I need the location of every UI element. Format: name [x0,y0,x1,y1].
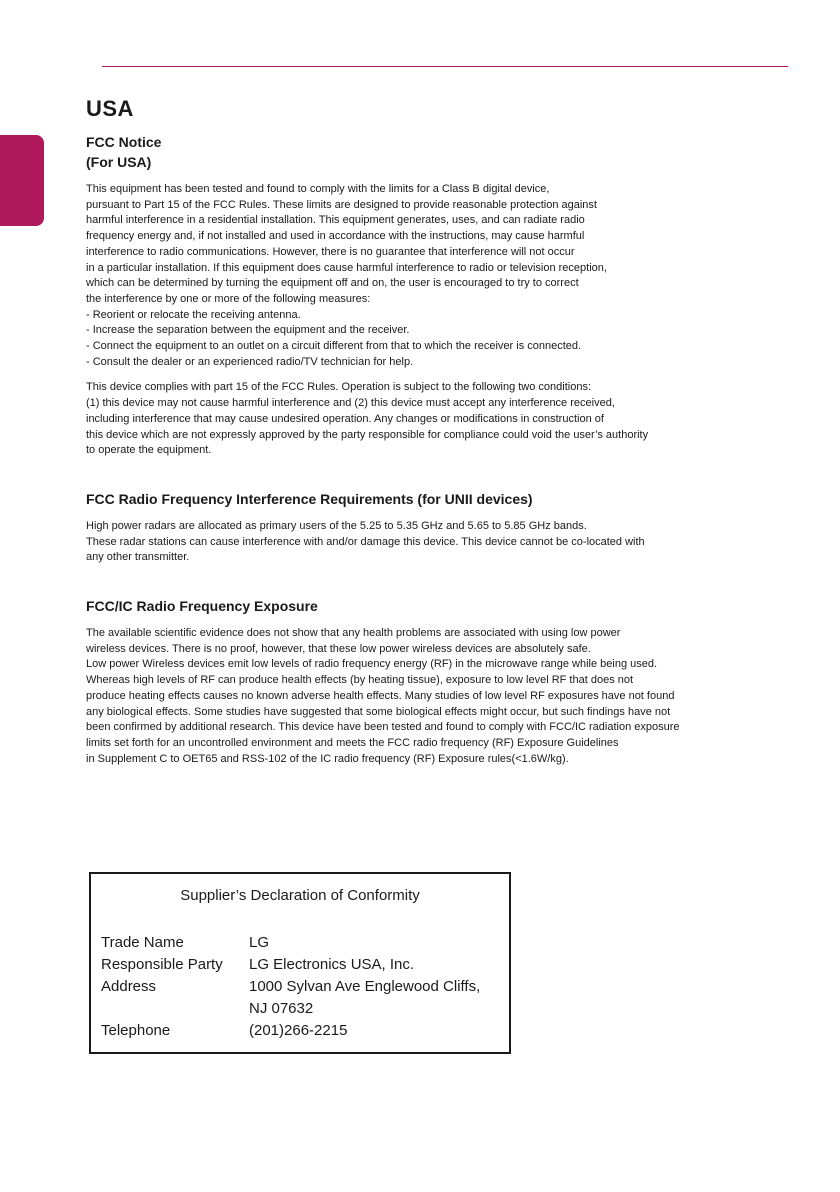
text-line: frequency energy and, if not installed and used in accordance with the instructions, may cause harmful [86,230,585,243]
sdoc-label: Responsible Party [101,956,223,973]
sdoc-row-responsible-party [101,954,480,976]
text-line: any biological effects. Some studies have suggested that some biological effects might occur, but such findings have not [86,705,671,718]
rf-exposure-title: FCC/IC Radio Frequency Exposure [86,598,318,615]
text-line: which can be determined by turning the equipment off and on, the user is encouraged to try to correct [86,277,579,290]
sdoc-value: LG [249,934,270,951]
text-line: harmful interference in a residential installation. This equipment generates, uses, and can radiate radio [86,214,585,227]
text-line: - Reorient or relocate the receiving antenna. [86,308,301,321]
sdoc-value: 1000 Sylvan Ave Englewood Cliffs, [249,978,481,995]
sdoc-label: Address [101,978,157,995]
page-content [86,96,801,767]
sdoc-row-address [101,976,480,998]
sdoc-title: Supplier’s Declaration of Conformity [180,887,420,904]
sdoc-box [89,872,511,1054]
sdoc-label [101,998,249,1020]
text-line: any other transmitter. [86,551,190,564]
text-line: This device complies with part 15 of the FCC Rules. Operation is subject to the following two conditions: [86,381,592,394]
unii-paragraph [86,519,801,566]
text-line: in Supplement C to OET65 and RSS-102 of the IC radio frequency (RF) Exposure rules(<1.6W/kg). [86,752,569,765]
text-line: in a particular installation. If this equipment does cause harmful interference to radio or television reception, [86,261,607,274]
text-line: pursuant to Part 15 of the FCC Rules. These limits are designed to provide reasonable protection against [86,198,597,211]
text-line: interference to radio communications. However, there is no guarantee that interference will not occur [86,245,575,258]
sdoc-rows [101,932,480,1042]
text-line: Whereas high levels of RF can produce health effects (by heating tissue), exposure to low level RF that does not [86,674,634,687]
sdoc-value: LG Electronics USA, Inc. [249,956,415,973]
fcc-paragraph-1 [86,182,801,370]
text-line: been confirmed by additional research. This device have been tested and found to comply with FCC/IC radiation exposure [86,721,680,734]
sdoc-row-telephone [101,1020,480,1042]
text-line: - Consult the dealer or an experienced radio/TV technician for help. [86,355,414,368]
text-line: The available scientific evidence does not show that any health problems are associated with using low power [86,627,621,640]
rf-exposure-paragraph [86,626,801,767]
fcc-notice-subtitle: (For USA) [86,154,152,170]
text-line: High power radars are allocated as primary users of the 5.25 to 5.35 GHz and 5.65 to 5.85 GHz bands. [86,519,587,532]
sdoc-value: NJ 07632 [249,1000,314,1017]
text-line: produce heating effects causes no known adverse health effects. Many studies of low level RF exposures have not found [86,689,675,702]
text-line: the interference by one or more of the following measures: [86,292,371,305]
text-line: Low power Wireless devices emit low levels of radio frequency energy (RF) in the microwave range while being used. [86,658,658,671]
text-line: including interference that may cause undesired operation. Any changes or modifications in construction of [86,412,604,425]
text-line: to operate the equipment. [86,444,212,457]
text-line: limits set forth for an uncontrolled environment and meets the FCC radio frequency (RF) Exposure Guidelines [86,736,619,749]
text-line: - Connect the equipment to an outlet on a circuit different from that to which the receiver is connected. [86,340,582,353]
country-heading: USA [86,96,134,121]
text-line: These radar stations can cause interference with and/or damage this device. This device cannot be co-located with [86,535,645,548]
text-line: wireless devices. There is no proof, however, that these low power wireless devices are absolutely safe. [86,642,591,655]
sdoc-row-trade-name [101,932,480,954]
sdoc-label: Trade Name [101,934,184,951]
text-line: This equipment has been tested and found to comply with the limits for a Class B digital device, [86,183,550,195]
sdoc-value: (201)266-2215 [249,1022,348,1039]
sdoc-label: Telephone [101,1022,171,1039]
unii-title: FCC Radio Frequency Interference Requirements (for UNII devices) [86,490,533,507]
fcc-notice-title: FCC Notice [86,134,162,150]
fcc-paragraph-2 [86,380,801,459]
header-rule [102,66,788,67]
text-line: (1) this device may not cause harmful interference and (2) this device must accept any interference received, [86,397,615,410]
text-line: - Increase the separation between the equipment and the receiver. [86,324,410,337]
text-line: this device which are not expressly approved by the party responsible for compliance could void the user’s authority [86,428,649,441]
language-side-tab [0,135,44,226]
sdoc-row-address-cont [101,998,480,1020]
